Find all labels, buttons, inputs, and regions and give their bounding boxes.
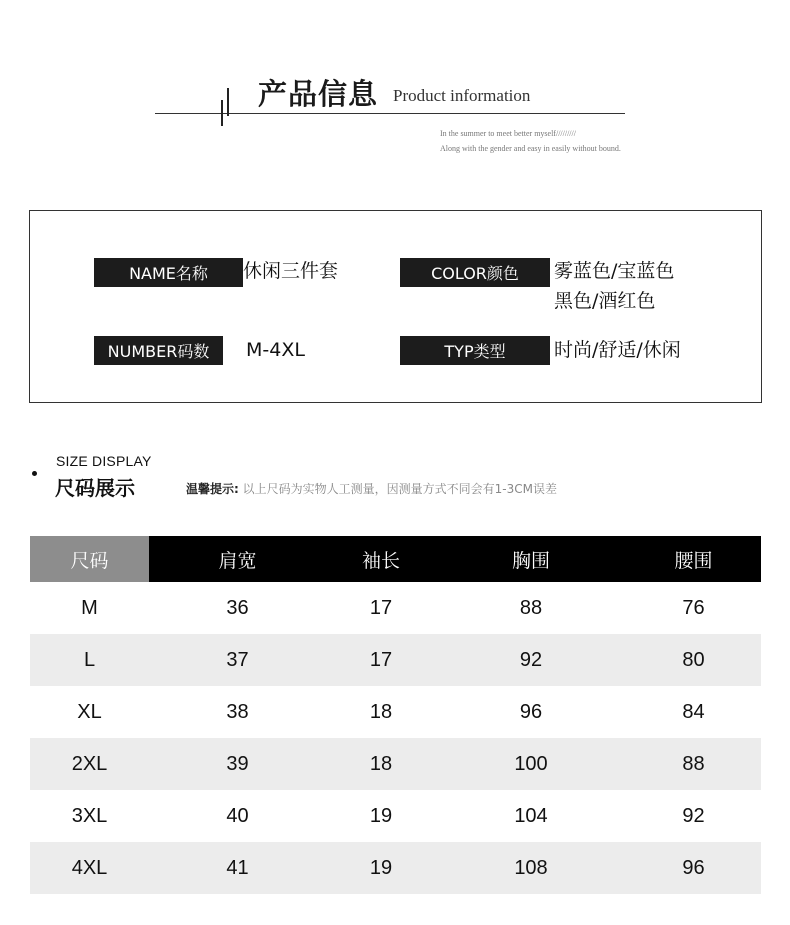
size-cell: M	[81, 596, 98, 619]
table-row	[30, 686, 761, 738]
size-table-header	[30, 536, 761, 582]
shoulder-cell: 37	[226, 648, 249, 671]
column-header-waist: 腰围	[626, 536, 761, 582]
sleeve-cell: 18	[369, 700, 393, 723]
chest-cell: 104	[514, 804, 548, 827]
chest-cell: 92	[519, 648, 543, 671]
number-label: NUMBER码数	[94, 336, 223, 365]
shoulder-cell: 39	[226, 752, 249, 775]
sleeve-cell: 19	[369, 856, 393, 879]
bullet-dot-icon	[32, 471, 37, 476]
table-row	[30, 842, 761, 894]
name-value: 休闲三件套	[243, 260, 339, 282]
type-label: TYP类型	[400, 336, 550, 365]
table-row	[30, 738, 761, 790]
chest-cell: 96	[519, 700, 543, 723]
sleeve-cell: 19	[369, 804, 393, 827]
column-header-shoulder: 肩宽	[149, 536, 326, 582]
size-display-title-cn: 尺码展示	[55, 476, 135, 500]
shoulder-cell: 40	[226, 804, 249, 827]
size-tip-label: 温馨提示:	[186, 482, 239, 496]
column-header-sleeve: 袖长	[326, 536, 436, 582]
sleeve-cell: 17	[369, 648, 393, 671]
chest-cell: 100	[514, 752, 548, 775]
size-tip-text: 以上尺码为实物人工测量，因测量方式不同会有1-3CM误差	[242, 482, 557, 496]
size-cell: XL	[77, 700, 102, 723]
section-title-en: Product information	[393, 86, 531, 105]
header-tagline: In the summer to meet better myself/////////	[440, 129, 576, 138]
section-title-cn: 产品信息	[258, 77, 379, 111]
header-tagline: Along with the gender and easy in easily without bound.	[440, 144, 621, 153]
header-tick-mark	[221, 100, 223, 126]
waist-cell: 96	[682, 856, 705, 879]
type-value: 时尚/舒适/休闲	[554, 339, 681, 361]
table-row	[30, 634, 761, 686]
waist-cell: 92	[682, 804, 705, 827]
waist-cell: 80	[682, 648, 705, 671]
header-rule	[155, 113, 625, 114]
chest-cell: 108	[514, 856, 548, 879]
size-table	[30, 536, 761, 894]
table-row	[30, 582, 761, 634]
color-label: COLOR颜色	[400, 258, 550, 287]
column-header-chest: 胸围	[436, 536, 626, 582]
name-label: NAME名称	[94, 258, 243, 287]
header-tick-mark	[227, 88, 229, 116]
waist-cell: 76	[682, 596, 705, 619]
chest-cell: 88	[519, 596, 543, 619]
number-value: M-4XL	[246, 339, 305, 361]
color-value: 黑色/酒红色	[554, 290, 656, 312]
product-info-header	[0, 0, 790, 170]
waist-cell: 84	[682, 700, 705, 723]
product-info-box	[29, 210, 762, 403]
size-cell: 2XL	[71, 752, 108, 775]
sleeve-cell: 18	[369, 752, 393, 775]
size-display-title-en: SIZE DISPLAY	[56, 453, 152, 469]
size-tip	[186, 480, 557, 497]
waist-cell: 88	[682, 752, 705, 775]
color-value: 雾蓝色/宝蓝色	[554, 260, 675, 282]
shoulder-cell: 36	[226, 596, 249, 619]
size-cell: L	[83, 648, 96, 671]
shoulder-cell: 41	[226, 856, 249, 879]
size-cell: 4XL	[71, 856, 108, 879]
size-cell: 3XL	[71, 804, 108, 827]
table-row	[30, 790, 761, 842]
sleeve-cell: 17	[369, 596, 393, 619]
shoulder-cell: 38	[226, 700, 249, 723]
column-header-size: 尺码	[30, 536, 149, 582]
